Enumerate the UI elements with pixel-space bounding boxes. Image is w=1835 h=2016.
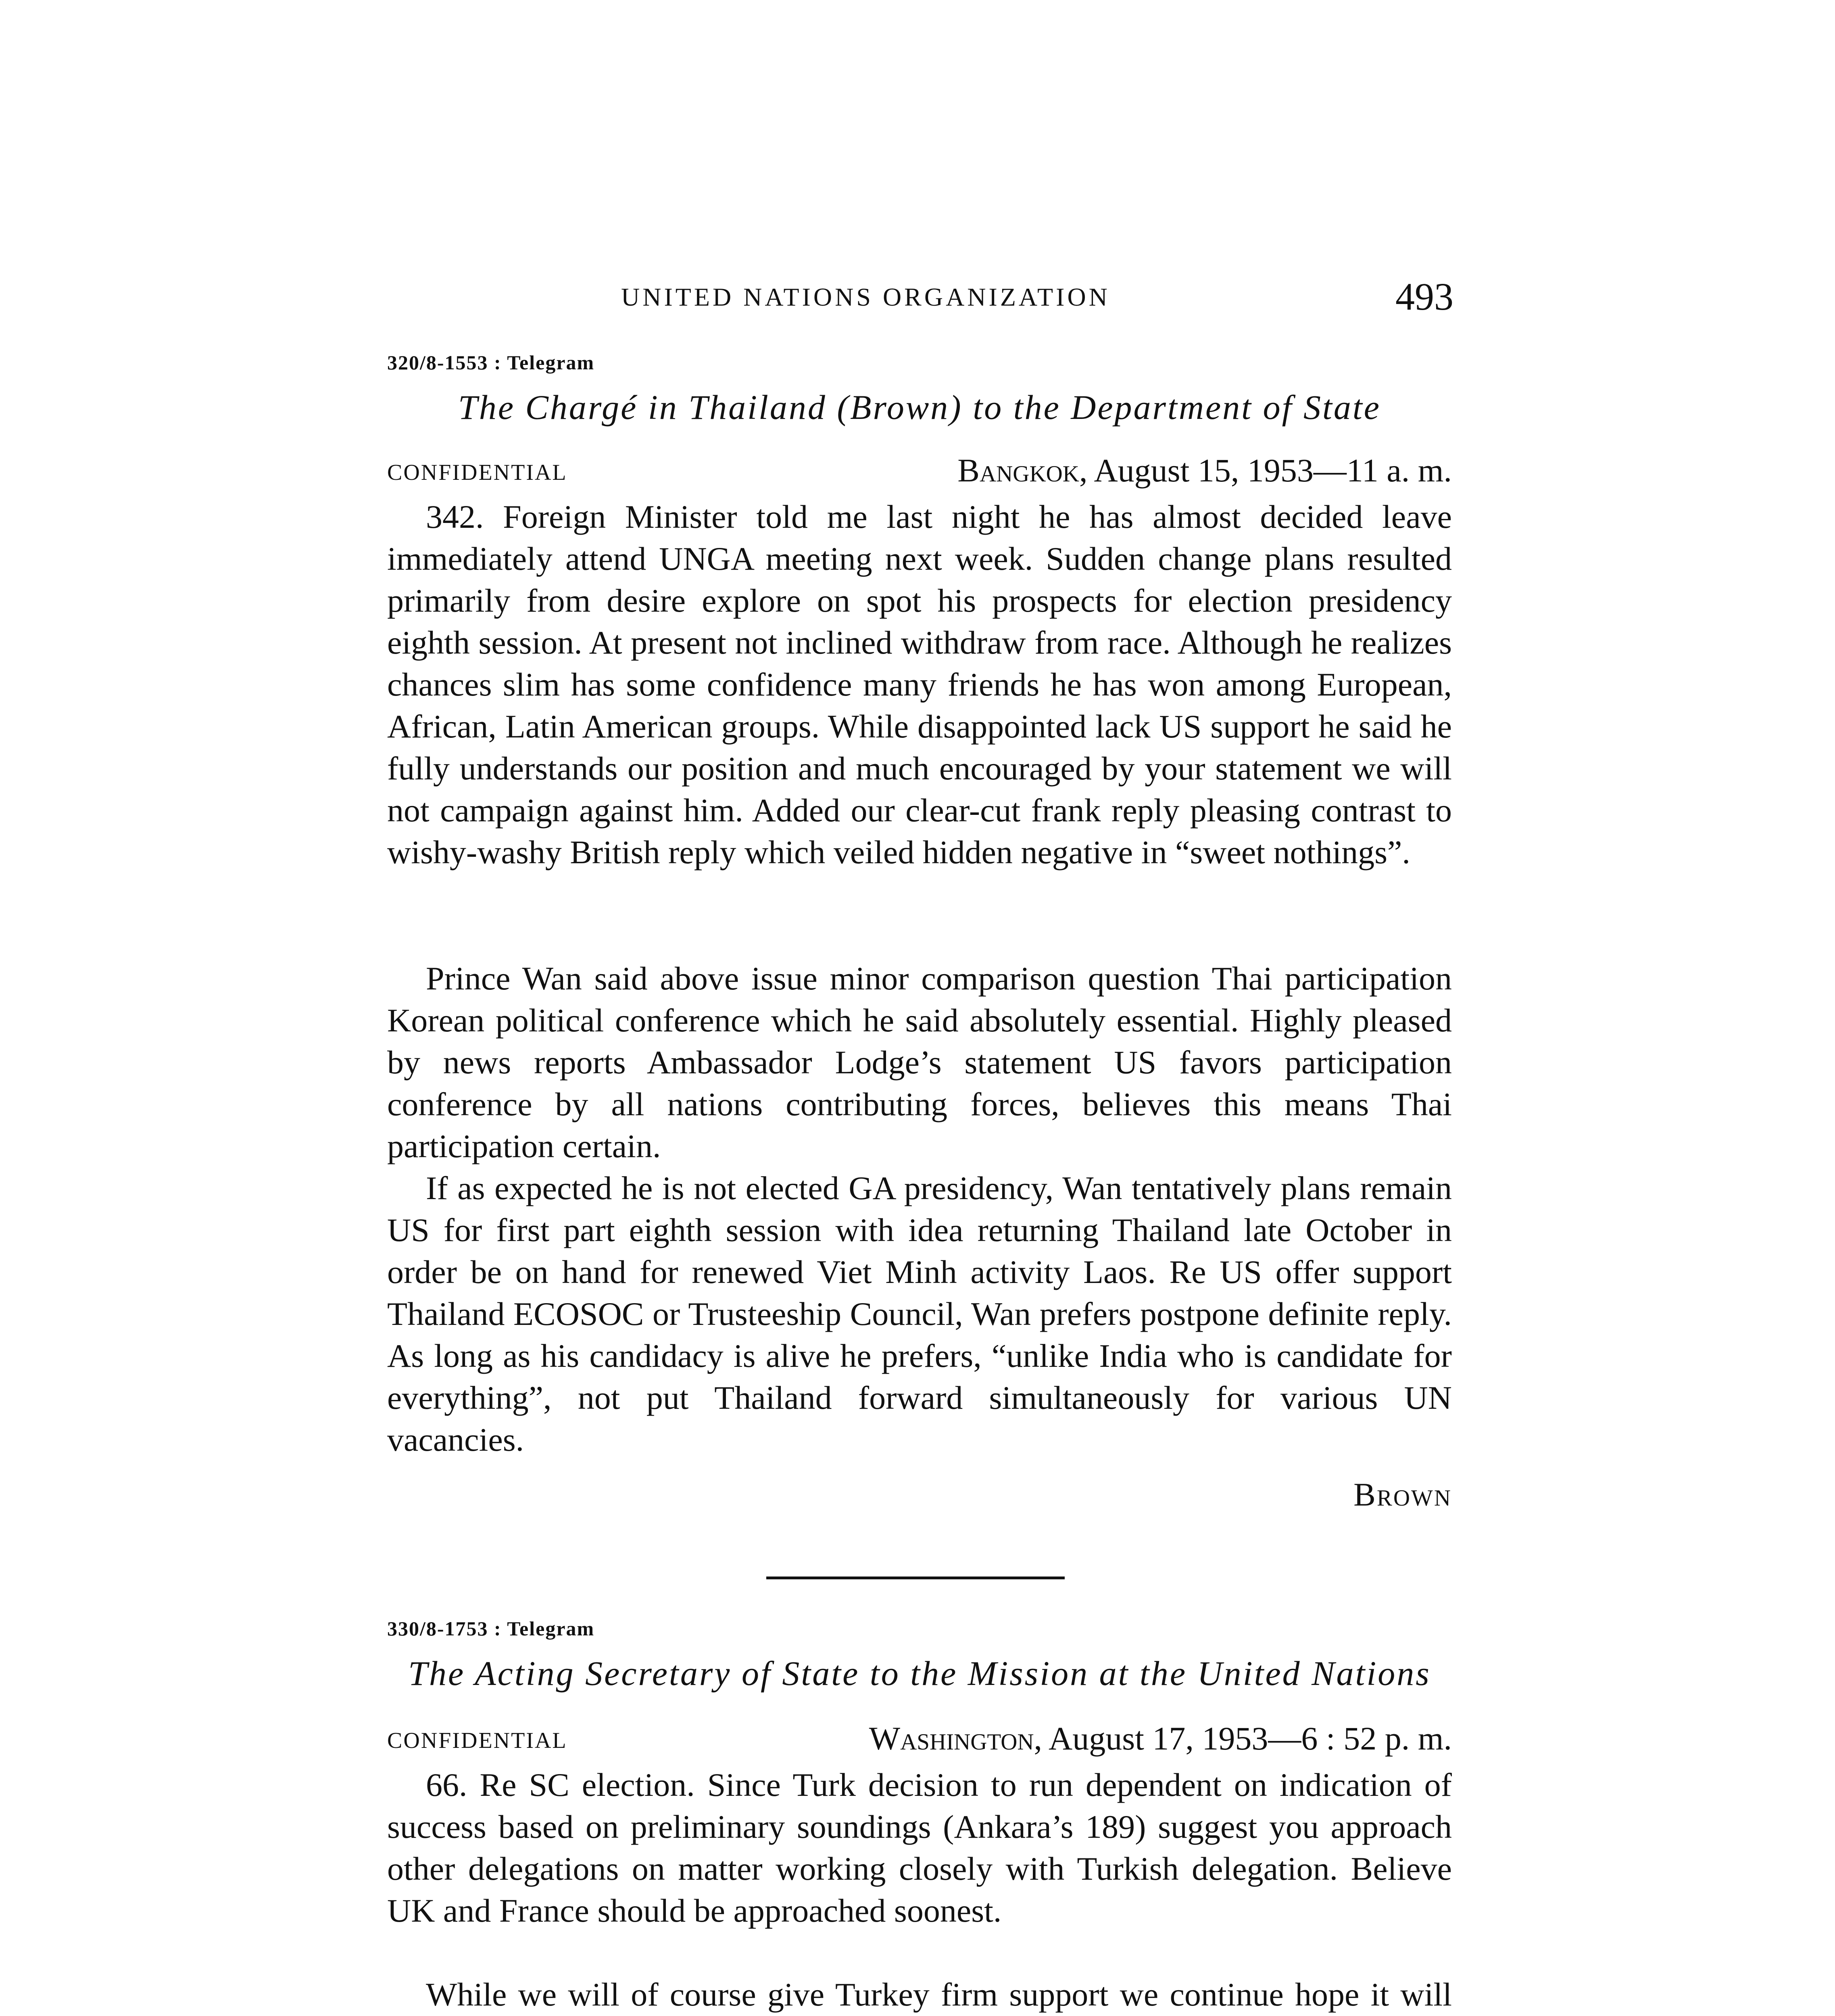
section-divider — [766, 1577, 1065, 1579]
document-2-heading: The Acting Secretary of State to the Mission at the United Nations — [408, 1654, 1431, 1693]
document-2-paragraph-1: 66. Re SC election. Since Turk decision to run dependent on indication of success based on preliminary soundings (Ankara’s 189) suggest you approach other delegations on matter working closely with Turkish delegation. Believe UK and France should be approached soonest. — [387, 1766, 1452, 1929]
document-1-heading: The Chargé in Thailand (Brown) to the Department of State — [458, 388, 1381, 427]
document-1-date: , August 15, 1953—11 a. m. — [1079, 452, 1452, 489]
document-2-place: Washington — [869, 1720, 1034, 1757]
running-head: UNITED NATIONS ORGANIZATION — [621, 283, 1110, 311]
document-1-classification: CONFIDENTIAL — [387, 460, 567, 485]
document-1-id: 320/8-1553 : Telegram — [387, 351, 595, 374]
document-2-classification: CONFIDENTIAL — [387, 1728, 567, 1753]
document-1-paragraph-3: If as expected he is not elected GA presidency, Wan tentatively plans remain US for first part eighth session with idea returning Thailand late October in order be on hand for renewed Viet Minh activity Laos. Re US offer support Thailand ECOSOC or Trusteeship Council, Wan prefers postpone definite reply. As long as his candidacy is alive he prefers, “unlike India who is candidate for everything”, not put Thailand forward simultaneously for various UN vacancies. — [387, 1170, 1452, 1458]
document-1-dateline — [957, 452, 1452, 489]
document-1-paragraph-1: 342. Foreign Minister told me last night he has almost decided leave immediately attend UNGA meeting next week. Sudden change plans resulted primarily from desire explore on spot his prospects for election presidency eighth session. At present not inclined withdraw from race. Although he realizes chances slim has some confidence many friends he has won among European, African, Latin American groups. While disappointed lack US support he said he fully understands our position and much encouraged by your statement we will not campaign against him. Added our clear-cut frank reply pleasing contrast to wishy-washy British reply which veiled hidden negative in “sweet nothings”. — [387, 498, 1452, 871]
document-2-dateline — [869, 1720, 1452, 1758]
document-1-place: Bangkok — [957, 452, 1079, 489]
document-2-id: 330/8-1753 : Telegram — [387, 1617, 595, 1640]
document-1-paragraph-2: Prince Wan said above issue minor comparison question Thai participation Korean political conference which he said absolutely essential. Highly pleased by news reports Ambassador Lodge’s statement US favors participation conference by all nations contributing forces, believes this means Thai participation certain. — [387, 960, 1452, 1164]
document-2-paragraph-2: While we will of course give Turkey firm support we continue hope it will — [426, 1976, 1452, 2013]
document-2-date: , August 17, 1953—6 : 52 p. m. — [1034, 1720, 1452, 1757]
page-number: 493 — [1395, 275, 1453, 318]
document-1-signature: Brown — [1353, 1476, 1452, 1513]
